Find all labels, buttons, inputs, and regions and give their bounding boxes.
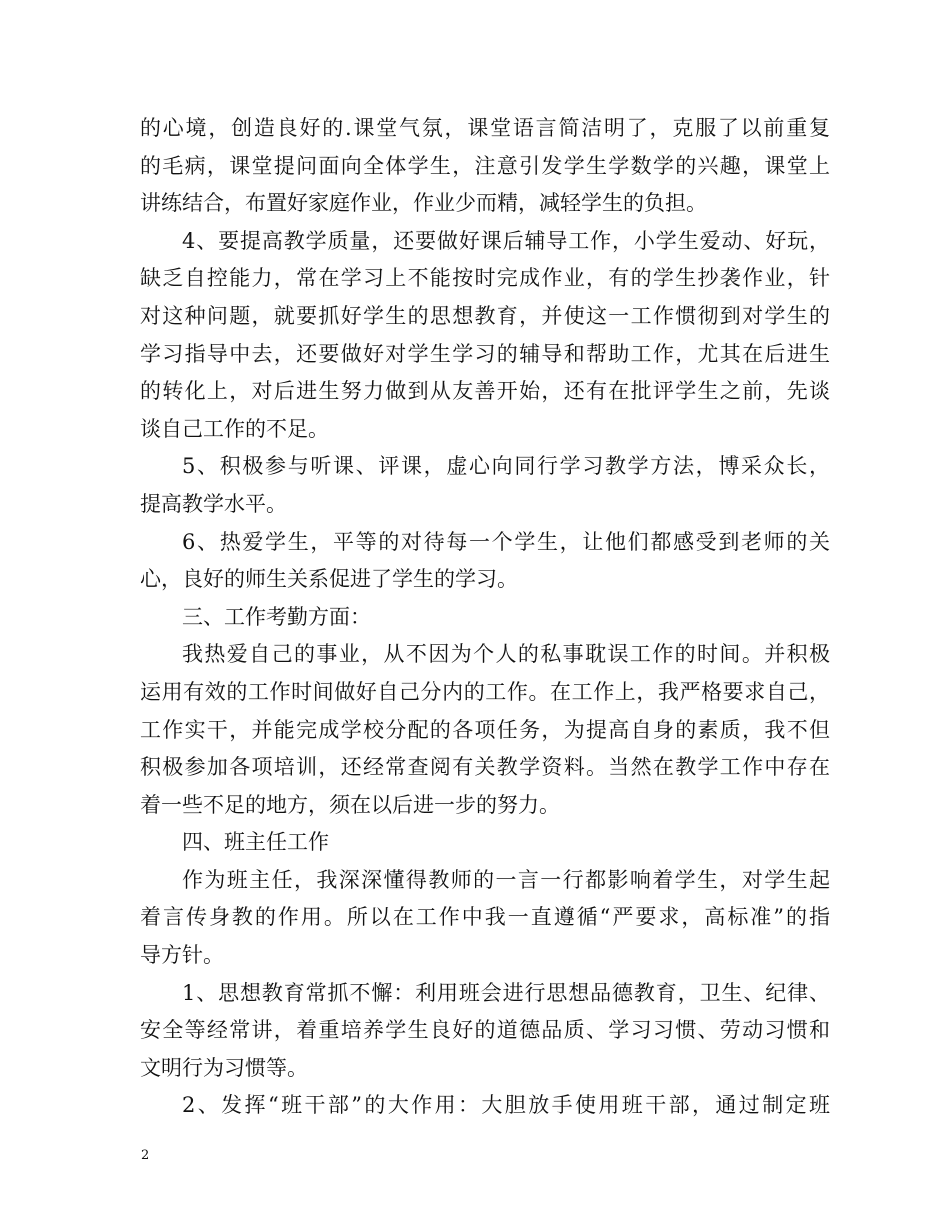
text-line: 的毛病，课堂提问面向全体学生，注意引发学生学数学的兴趣，课堂上 — [140, 153, 830, 178]
text-line: 安全等经常讲，着重培养学生良好的道德品质、学习习惯、劳动习惯和 — [140, 1018, 830, 1043]
text-line: 工作实干，并能完成学校分配的各项任务，为提高自身的素质，我不但 — [140, 717, 830, 742]
text-line: 2、发挥“班干部”的大作用：大胆放手使用班干部，通过制定班 — [182, 1093, 830, 1118]
text-line: 的转化上，对后进生努力做到从友善开始，还有在批评学生之前，先谈 — [140, 379, 830, 404]
section-heading: 三、工作考勤方面： — [182, 604, 371, 629]
text-line: 5、积极参与听课、评课，虚心向同行学习教学方法，博采众长， — [182, 454, 830, 479]
page-number: 2 — [141, 1148, 150, 1163]
text-line: 缺乏自控能力，常在学习上不能按时完成作业，有的学生抄袭作业，针 — [140, 266, 830, 291]
text-line: 学习指导中去，还要做好对学生学习的辅导和帮助工作，尤其在后进生 — [140, 341, 830, 366]
text-line: 1、思想教育常抓不懈：利用班会进行思想品德教育，卫生、纪律、 — [182, 980, 830, 1005]
text-line: 我热爱自己的事业，从不因为个人的私事耽误工作的时间。并积极 — [182, 642, 830, 667]
text-line: 的心境，创造良好的.课堂气氛，课堂语言简洁明了，克服了以前重复 — [140, 116, 830, 140]
section-heading: 四、班主任工作 — [182, 830, 329, 855]
text-line: 对这种问题，就要抓好学生的思想教育，并使这一工作惯彻到对学生的 — [140, 303, 830, 328]
text-line: 积极参加各项培训，还经常查阅有关教学资料。当然在教学工作中存在 — [140, 755, 830, 780]
body-text — [140, 110, 830, 1125]
text-line: 运用有效的工作时间做好自己分内的工作。在工作上，我严格要求自己， — [140, 679, 830, 704]
text-line: 提高教学水平。 — [140, 491, 287, 516]
text-line: 4、要提高教学质量，还要做好课后辅导工作，小学生爱动、好玩， — [182, 228, 830, 253]
text-line: 心，良好的师生关系促进了学生的学习。 — [140, 567, 518, 592]
text-line: 着一些不足的地方，须在以后进一步的努力。 — [140, 792, 560, 817]
text-line: 讲练结合，布置好家庭作业，作业少而精，减轻学生的负担。 — [140, 191, 707, 216]
text-line: 导方针。 — [140, 943, 224, 968]
text-line: 着言传身教的作用。所以在工作中我一直遵循“严要求，高标准”的指 — [140, 905, 830, 930]
text-line: 文明行为习惯等。 — [140, 1055, 308, 1080]
text-line: 6、热爱学生，平等的对待每一个学生，让他们都感受到老师的关 — [182, 529, 830, 554]
text-line: 谈自己工作的不足。 — [140, 416, 329, 441]
text-line: 作为班主任，我深深懂得教师的一言一行都影响着学生，对学生起 — [182, 867, 830, 892]
